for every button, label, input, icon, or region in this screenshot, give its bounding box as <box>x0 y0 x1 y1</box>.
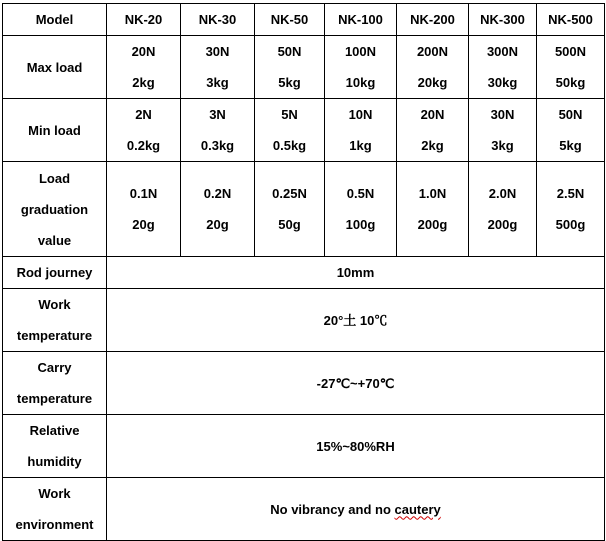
graduation-cell <box>107 162 181 257</box>
graduation-row <box>3 162 605 257</box>
min-load-cell <box>255 99 325 162</box>
work-environment-label-text: Work <box>38 486 71 501</box>
min-load-cell-text: 10N <box>348 107 373 122</box>
min-load-cell <box>397 99 469 162</box>
model-name-cell <box>107 4 181 36</box>
max-load-row <box>3 36 605 99</box>
graduation-cell <box>181 162 255 257</box>
graduation-label-text: value <box>37 232 72 248</box>
model-name-cell-text: NK-200 <box>410 12 455 27</box>
min-load-cell-text: 5N <box>281 107 298 122</box>
min-load-cell-text: 2kg <box>421 138 444 153</box>
graduation-label <box>3 162 107 257</box>
min-load-cell-text: 3N <box>209 107 226 122</box>
max-load-cell <box>537 36 605 99</box>
rod-journey-value <box>107 257 605 289</box>
max-load-cell <box>181 36 255 99</box>
graduation-label-text: graduation <box>20 201 89 217</box>
relative-humidity-label-text: Relative <box>29 423 80 438</box>
header-model-label <box>3 4 107 36</box>
work-environment-label-text: environment <box>15 517 94 532</box>
max-load-cell-text: 20kg <box>417 75 448 90</box>
model-name-cell <box>537 4 605 36</box>
carry-temperature-value-text: -27℃~+70℃ <box>316 375 395 391</box>
work-environment-value-prefix: No vibrancy and no <box>270 501 395 517</box>
work-temperature-label <box>3 289 107 352</box>
rod-journey-label-text: Rod journey <box>16 265 93 280</box>
graduation-cell <box>255 162 325 257</box>
work-environment-value-text <box>109 494 602 525</box>
graduation-cell-text: 200g <box>487 217 518 232</box>
work-temperature-label-text: temperature <box>16 328 93 343</box>
max-load-cell-text: 5kg <box>278 75 301 90</box>
max-load-cell-text: 50N <box>277 44 302 59</box>
graduation-cell-text: 0.2N <box>203 186 232 201</box>
relative-humidity-row <box>3 415 605 478</box>
min-load-cell-text: 3kg <box>491 138 514 153</box>
graduation-cell <box>537 162 605 257</box>
max-load-cell <box>255 36 325 99</box>
max-load-cell <box>469 36 537 99</box>
model-name-cell-text: NK-20 <box>124 12 163 27</box>
rod-journey-row <box>3 257 605 289</box>
work-environment-value <box>107 478 605 541</box>
max-load-cell-text: 30kg <box>487 75 518 90</box>
relative-humidity-label <box>3 415 107 478</box>
min-load-cell-text: 5kg <box>559 138 582 153</box>
min-load-cell-text: 50N <box>558 107 583 122</box>
model-name-cell <box>181 4 255 36</box>
max-load-cell-text: 500N <box>554 44 587 59</box>
graduation-cell-text: 0.1N <box>129 186 158 201</box>
max-load-cell-text: 3kg <box>206 75 229 90</box>
specification-table <box>2 3 605 541</box>
min-load-cell-text: 1kg <box>349 138 372 153</box>
model-name-cell-text: NK-100 <box>338 12 383 27</box>
model-name-cell-text: NK-300 <box>480 12 525 27</box>
graduation-cell <box>325 162 397 257</box>
rod-journey-label <box>3 257 107 289</box>
min-load-cell <box>325 99 397 162</box>
min-load-cell <box>181 99 255 162</box>
min-load-cell <box>107 99 181 162</box>
min-load-cell-text: 20N <box>420 107 445 122</box>
min-load-cell-text: 0.2kg <box>126 138 161 153</box>
graduation-cell-text: 500g <box>555 217 586 232</box>
max-load-cell-text: 50kg <box>555 75 586 90</box>
max-load-cell-text: 20N <box>131 44 156 59</box>
max-load-label <box>3 36 107 99</box>
graduation-cell-text: 0.25N <box>272 186 307 201</box>
model-name-cell <box>397 4 469 36</box>
carry-temperature-label-text: Carry <box>37 360 72 375</box>
header-model-label-text: Model <box>35 12 74 27</box>
graduation-cell-text: 1.0N <box>418 186 447 201</box>
max-load-cell-text: 100N <box>344 44 377 59</box>
header-row <box>3 4 605 36</box>
min-load-label <box>3 99 107 162</box>
model-name-cell <box>255 4 325 36</box>
max-load-cell-text: 10kg <box>345 75 376 90</box>
min-load-cell-text: 0.3kg <box>200 138 235 153</box>
spellcheck-flagged-word: cautery <box>394 501 441 517</box>
relative-humidity-value <box>107 415 605 478</box>
max-load-cell-text: 30N <box>205 44 230 59</box>
graduation-cell-text: 2.5N <box>556 186 585 201</box>
work-temperature-value <box>107 289 605 352</box>
graduation-cell-text: 20g <box>132 217 155 232</box>
work-temperature-value-text: 20°土 10℃ <box>323 312 388 328</box>
model-name-cell-text: NK-500 <box>548 12 593 27</box>
specification-table-body <box>3 4 605 541</box>
max-load-cell-text: 2kg <box>132 75 155 90</box>
graduation-label-text: Load <box>38 170 71 186</box>
min-load-cell-text: 0.5kg <box>272 138 307 153</box>
graduation-cell-text: 20g <box>206 217 229 232</box>
work-temperature-label-text: Work <box>38 297 71 312</box>
min-load-row <box>3 99 605 162</box>
max-load-cell <box>107 36 181 99</box>
max-load-label-text: Max load <box>26 59 83 75</box>
max-load-cell <box>397 36 469 99</box>
model-name-cell <box>469 4 537 36</box>
min-load-cell <box>469 99 537 162</box>
graduation-cell-text: 2.0N <box>488 186 517 201</box>
model-name-cell <box>325 4 397 36</box>
rod-journey-value-text: 10mm <box>336 265 375 280</box>
carry-temperature-label <box>3 352 107 415</box>
graduation-cell <box>397 162 469 257</box>
min-load-cell-text: 30N <box>490 107 515 122</box>
graduation-cell-text: 0.5N <box>346 186 375 201</box>
graduation-cell-text: 100g <box>345 217 376 232</box>
work-temperature-row <box>3 289 605 352</box>
max-load-cell-text: 300N <box>486 44 519 59</box>
carry-temperature-label-text: temperature <box>16 391 93 406</box>
max-load-cell-text: 200N <box>416 44 449 59</box>
relative-humidity-value-text: 15%~80%RH <box>316 438 395 454</box>
model-name-cell-text: NK-50 <box>270 12 309 27</box>
graduation-cell-text: 50g <box>278 217 301 232</box>
graduation-cell <box>469 162 537 257</box>
model-name-cell-text: NK-30 <box>198 12 237 27</box>
min-load-cell <box>537 99 605 162</box>
carry-temperature-row <box>3 352 605 415</box>
work-environment-row <box>3 478 605 541</box>
max-load-cell <box>325 36 397 99</box>
graduation-cell-text: 200g <box>417 217 448 232</box>
relative-humidity-label-text: humidity <box>27 454 82 469</box>
min-load-cell-text: 2N <box>135 107 152 122</box>
work-environment-label <box>3 478 107 541</box>
carry-temperature-value <box>107 352 605 415</box>
min-load-label-text: Min load <box>28 122 81 138</box>
